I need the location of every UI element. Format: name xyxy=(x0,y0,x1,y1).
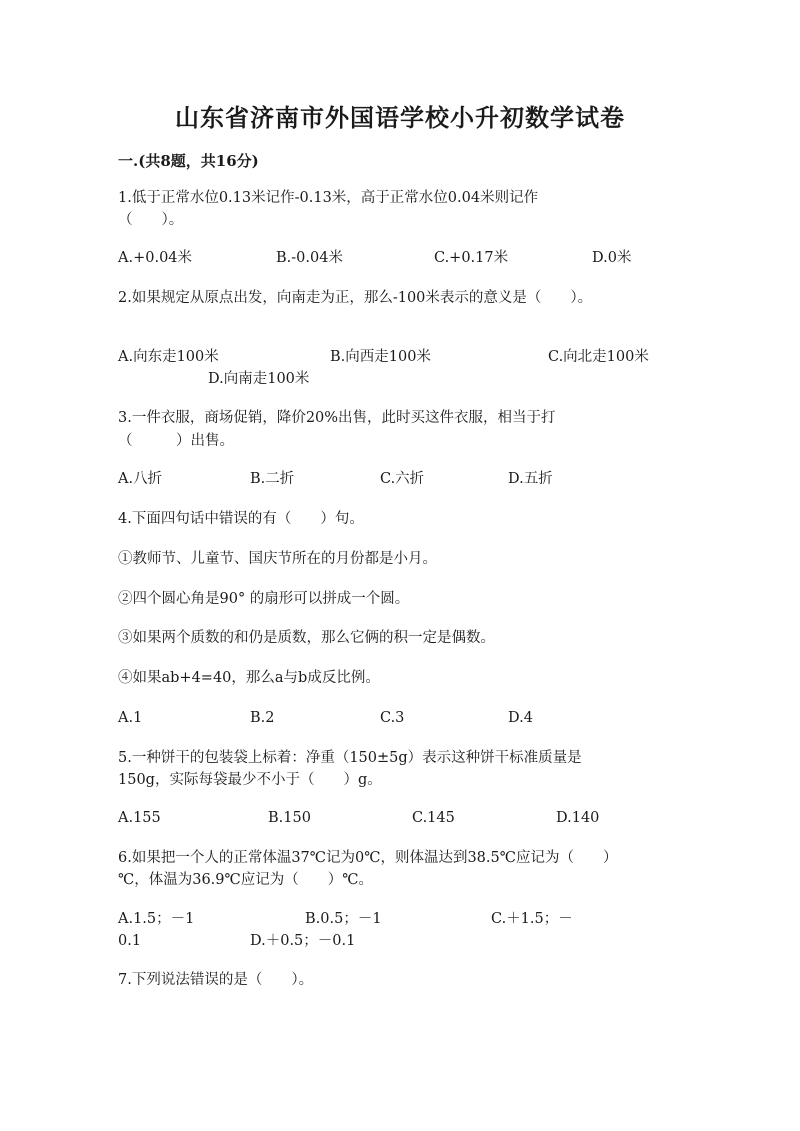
question-1-text-cont: （ ）。 xyxy=(118,212,184,228)
question-2-text: 2.如果规定从原点出发，向南走为正，那么-100米表示的意义是（ ）。 xyxy=(118,290,593,306)
page-title: 山东省济南市外国语学校小升初数学试卷 xyxy=(175,103,625,132)
q6-option-d: D.＋0.5；－0.1 xyxy=(250,933,356,949)
question-4-statement-4: ④如果ab+4=40，那么a与b成反比例。 xyxy=(118,670,380,686)
question-4-text: 4.下面四句话中错误的有（ ）句。 xyxy=(118,511,364,527)
q1-option-a: A.+0.04米 xyxy=(118,250,193,266)
q2-option-b: B.向西走100米 xyxy=(330,349,431,365)
question-3-text: 3.一件衣服，商场促销，降价20%出售，此时买这件衣服，相当于打 xyxy=(118,410,556,426)
q6-option-b: B.0.5；－1 xyxy=(305,911,382,927)
q6-option-c-cont: 0.1 xyxy=(118,933,142,949)
question-3-text-cont: （ ）出售。 xyxy=(118,433,234,449)
q1-option-b: B.-0.04米 xyxy=(276,250,343,266)
q5-option-b: B.150 xyxy=(268,810,311,826)
question-5-text: 5.一种饼干的包装袋上标着：净重（150±5g）表示这种饼干标准质量是 xyxy=(118,750,582,766)
q2-option-c: C.向北走100米 xyxy=(548,349,649,365)
q4-option-a: A.1 xyxy=(118,710,143,726)
q2-option-d: D.向南走100米 xyxy=(208,371,310,387)
question-6-text-cont: ℃，体温为36.9℃应记为（ ）℃。 xyxy=(118,872,373,888)
q4-option-d: D.4 xyxy=(508,710,533,726)
question-4-statement-2: ②四个圆心角是90° 的扇形可以拼成一个圆。 xyxy=(118,591,410,607)
q2-option-a: A.向东走100米 xyxy=(118,349,219,365)
q3-option-c: C.六折 xyxy=(380,471,425,487)
q3-option-a: A.八折 xyxy=(118,471,163,487)
section-heading: 一.(共8题，共16分) xyxy=(118,152,259,170)
q1-option-d: D.0米 xyxy=(592,250,632,266)
q4-option-b: B.2 xyxy=(250,710,275,726)
question-4-statement-3: ③如果两个质数的和仍是质数，那么它俩的积一定是偶数。 xyxy=(118,630,495,646)
question-6-text: 6.如果把一个人的正常体温37℃记为0℃，则体温达到38.5℃应记为（ ） xyxy=(118,850,618,866)
q5-option-a: A.155 xyxy=(118,810,161,826)
q5-option-c: C.145 xyxy=(412,810,455,826)
question-7-text: 7.下列说法错误的是（ ）。 xyxy=(118,972,314,988)
question-4-statement-1: ①教师节、儿童节、国庆节所在的月份都是小月。 xyxy=(118,551,437,567)
q1-option-c: C.+0.17米 xyxy=(434,250,509,266)
q3-option-b: B.二折 xyxy=(250,471,295,487)
question-5-text-cont: 150g，实际每袋最少不小于（ ）g。 xyxy=(118,772,382,788)
q5-option-d: D.140 xyxy=(556,810,600,826)
q4-option-c: C.3 xyxy=(380,710,405,726)
q6-option-c: C.＋1.5；－ xyxy=(491,911,573,927)
q3-option-d: D.五折 xyxy=(508,471,553,487)
q6-option-a: A.1.5；－1 xyxy=(118,911,195,927)
question-1-text: 1.低于正常水位0.13米记作-0.13米，高于正常水位0.04米则记作 xyxy=(118,190,539,206)
